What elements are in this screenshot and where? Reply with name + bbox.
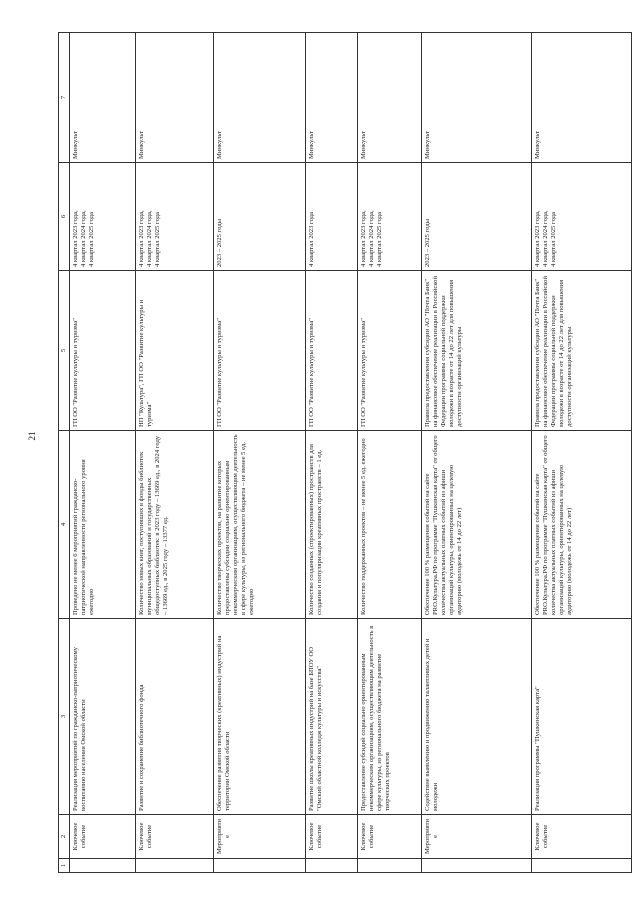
page-number: 21 [27,431,37,441]
row-type-cell: Ключевое событие [136,815,214,859]
row-deadline-cell: 4 квартал 2023 года, 4 квартал 2024 года, 4 квартал 2025 года [70,163,136,271]
table-row [422,33,532,873]
column-header: 1 [59,859,70,873]
row-number-cell [306,859,358,873]
row-number-cell [70,859,136,873]
row-responsible-cell: Минкульт [70,33,136,163]
row-type-cell: Ключевое событие [358,815,422,859]
row-number-cell [532,859,632,873]
table-header-row [59,33,70,873]
row-indicator-cell: Количество поддержанных проектов – не менее 5 ед. ежегодно [358,431,422,619]
row-document-cell: НП "Культура", ГП ОО "Развитие культуры и туризма" [136,271,214,431]
row-number-cell [136,859,214,873]
table-row [532,33,632,873]
row-responsible-cell: Минкульт [532,33,632,163]
row-name-cell: Реализация программы "Пушкинская карта" [532,619,632,815]
row-document-cell: ГП ОО "Развитие культуры и туризма" [70,271,136,431]
row-deadline-cell: 4 квартал 2023 года, 4 квартал 2024 года, 4 квартал 2025 года [358,163,422,271]
row-type-cell: Ключевое событие [70,815,136,859]
row-number-cell [214,859,306,873]
row-document-cell: ГП ОО "Развитие культуры и туризма" [358,271,422,431]
table-row [306,33,358,873]
row-responsible-cell: Минкульт [422,33,532,163]
table-row [70,33,136,873]
row-name-cell: Реализация мероприятий по гражданско-патриотическому воспитанию населения Омской области [70,619,136,815]
column-header: 4 [59,431,70,619]
row-document-cell: ГП ОО "Развитие культуры и туризма" [306,271,358,431]
events-table [58,32,632,873]
row-name-cell: Предоставление субсидий социально ориентированным некоммерческим организациям, осуществляющим деятельность в сфере культуры, из регионального бюджета на развитие творческих проектов [358,619,422,815]
row-indicator-cell: Обеспечение 100 % размещения событий на сайте PRO.Культура.РФ по программе "Пушкинская карта" от общего количества актуальных платных событий из афиши организаций культуры, ориентированных на целевую аудиторию (молодежь от 14 до 22 лет) [532,431,632,619]
row-type-cell: Мероприятие [214,815,306,859]
column-header: 2 [59,815,70,859]
table-rotation-wrapper [58,33,630,873]
row-number-cell [358,859,422,873]
row-type-cell: Ключевое событие [532,815,632,859]
row-number-cell [422,859,532,873]
table-row [136,33,214,873]
row-responsible-cell: Минкульт [214,33,306,163]
column-header: 6 [59,163,70,271]
table-row [214,33,306,873]
row-type-cell: Мероприятие [422,815,532,859]
row-deadline-cell: 4 квартал 2023 года [306,163,358,271]
row-name-cell: Содействие выявлению и продвижению талантливых детей и молодежи [422,619,532,815]
row-deadline-cell: 4 квартал 2023 года, 4 квартал 2024 года, 4 квартал 2025 года [136,163,214,271]
row-document-cell: ГП ОО "Развитие культуры и туризма" [214,271,306,431]
row-deadline-cell: 4 квартал 2023 года, 4 квартал 2024 года, 4 квартал 2025 года [532,163,632,271]
row-indicator-cell: Количество творческих проектов, на развитие которых предоставлены субсидии социально ориентированным некоммерческим организациям, осуществляющим деятельность в сфере культуры, из регионального бюджета – не менее 5 ед. ежегодно [214,431,306,619]
row-deadline-cell: 2023 – 2025 годы [214,163,306,271]
row-type-cell: Ключевое событие [306,815,358,859]
rotated-page-area [58,33,630,873]
column-header: 7 [59,33,70,163]
row-indicator-cell: Проведено не менее 6 мероприятий гражданско-патриотической направленности регионального уровня ежегодно [70,431,136,619]
row-responsible-cell: Минкульт [358,33,422,163]
table-row [358,33,422,873]
row-document-cell: Правила предоставления субсидии АО "Почта Банк" на финансовое обеспечение реализации в Российской Федерации программы социальной поддержки молодежи в возрасте от 14 до 22 лет для повышения доступности организаций культуры [532,271,632,431]
row-name-cell: Развитие школы креативных индустрий на базе БПОУ ОО "Омский областной колледж культуры и искусства" [306,619,358,815]
row-indicator-cell: Обеспечение 100 % размещения событий на сайте PRO.Культура.РФ по программе "Пушкинская карта" от общего количества актуальных платных событий из афиши организаций культуры, ориентированных на целевую аудиторию (молодежь от 14 до 22 лет) [422,431,532,619]
row-name-cell: Обеспечение развития творческих (креативных) индустрий на территории Омской области [214,619,306,815]
row-indicator-cell: Количество созданных (спроектированных) пространств для создания и популяризации креативных пространств – 1 ед. [306,431,358,619]
row-responsible-cell: Минкульт [136,33,214,163]
column-header: 5 [59,271,70,431]
column-header: 3 [59,619,70,815]
row-name-cell: Развитие и сохранение библиотечного фонда [136,619,214,815]
row-indicator-cell: Количество новых книг, поступивших в фонды библиотек муниципальных образований и государственных общедоступных библиотек: в 2023 году – 13669 ед., в 2024 году – 13669 ед., в 2025 году – 13377 ед. [136,431,214,619]
row-document-cell: Правила предоставления субсидии АО "Почта Банк" на финансовое обеспечение реализации в Российской Федерации программы социальной поддержки молодежи в возрасте от 14 до 22 лет для повышения доступности организаций культуры [422,271,532,431]
row-responsible-cell: Минкульт [306,33,358,163]
row-deadline-cell: 2023 – 2025 годы [422,163,532,271]
